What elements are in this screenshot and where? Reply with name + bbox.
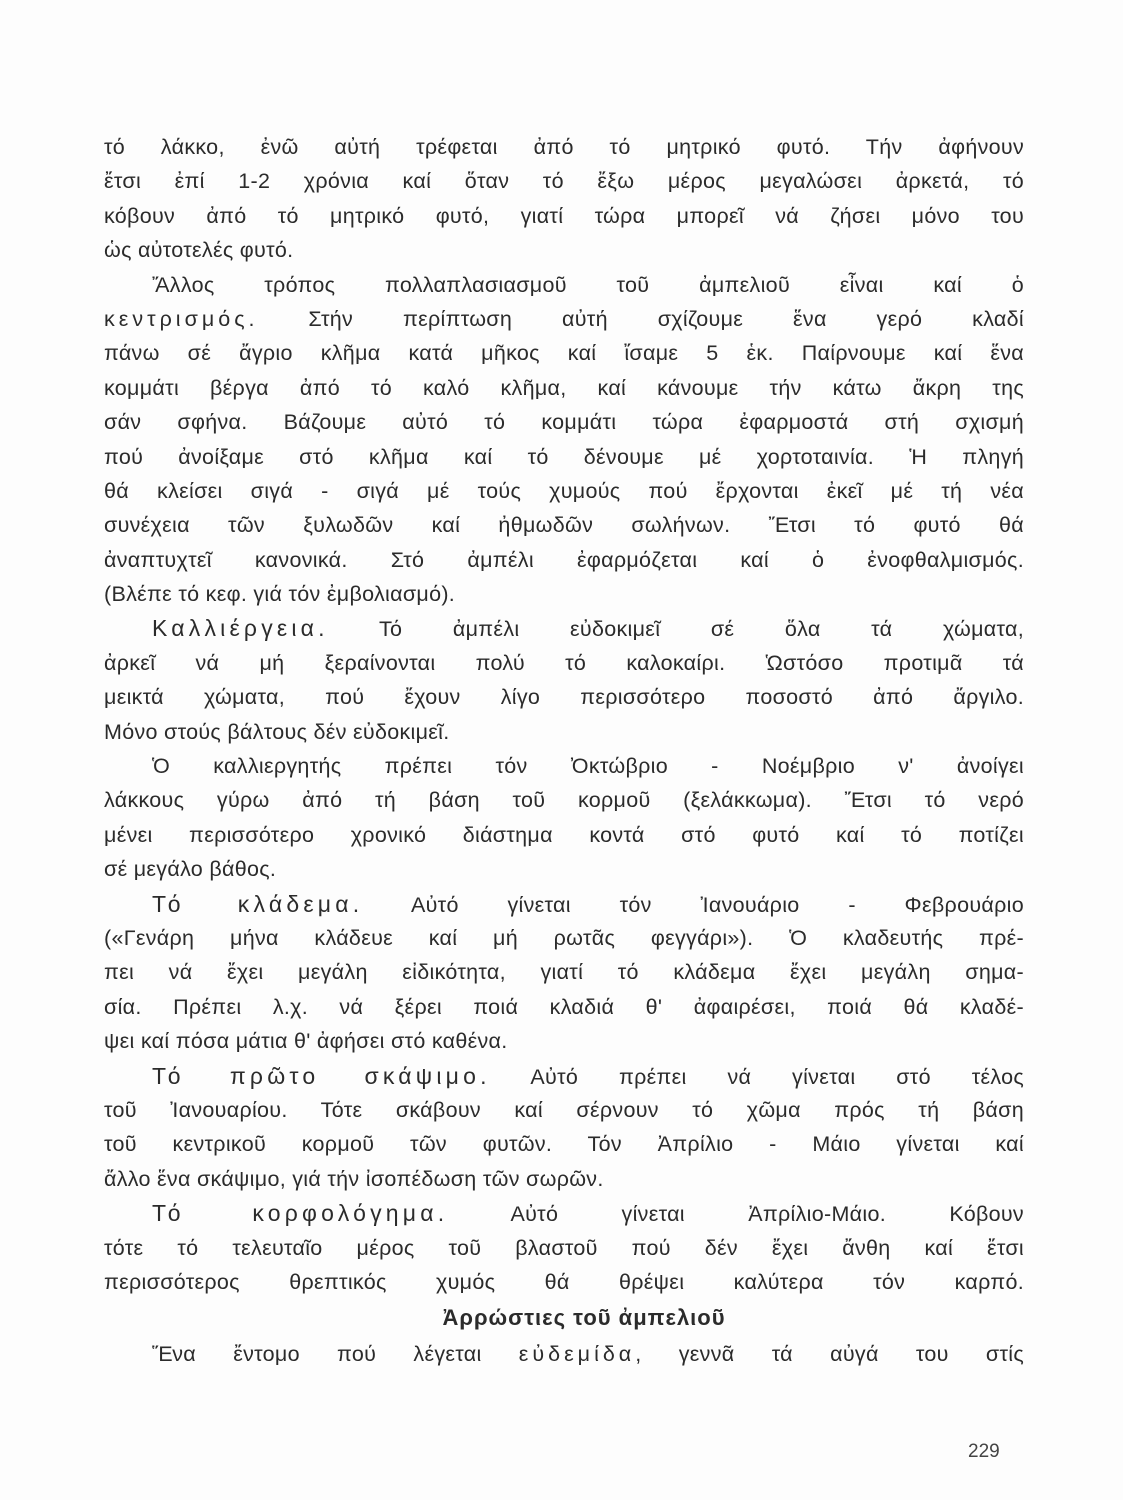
page-number: 229 <box>968 1441 1000 1462</box>
text-line: Ὁ καλλιεργητής πρέπει τόν Ὀκτώβριο - Νοέμβριο ν' ἀνοίγει <box>152 754 1024 779</box>
text-line: (Βλέπε τό κεφ. γιά τόν ἐμβολιασμό). <box>104 582 456 607</box>
text-line <box>104 887 1024 921</box>
text-line: ψει καί πόσα μάτια θ' ἀφήσει στό καθένα. <box>104 1029 508 1054</box>
text-line: σάν σφήνα. Βάζουμε αὐτό τό κομμάτι τώρα ἐφαρμοστά στή σχισμή <box>104 410 1024 435</box>
text-line: τοῦ κεντρικοῦ κορμοῦ τῶν φυτῶν. Τόν Ἀπρίλιο - Μάιο γίνεται καί <box>104 1132 1024 1157</box>
text-line: τότε τό τελευταῖο μέρος τοῦ βλαστοῦ πού δέν ἔχει ἄνθη καί ἔτσι <box>104 1235 1024 1260</box>
text-line: ἔτσι ἐπί 1-2 χρόνια καί ὅταν τό ἔξω μέρος μεγαλώσει ἀρκετά, τό <box>104 169 1024 194</box>
term-skapsimo: Τό πρῶτο σκάψιμο. <box>152 1062 491 1089</box>
text-fragment: Αὐτό γίνεται Ἀπρίλιο-Μάιο. Κόβουν <box>510 1202 1024 1227</box>
text-fragment: Ἕνα ἔντομο πού λέγεται <box>152 1342 482 1367</box>
text-fragment: , γεννᾶ τά αὐγά του στίς <box>635 1342 1024 1367</box>
section-heading: Ἀρρώστιες τοῦ ἀμπελιοῦ <box>442 1305 726 1331</box>
text-line: ἀναπτυχτεῖ κανονικά. Στό ἀμπέλι ἐφαρμόζεται καί ὁ ἐνοφθαλμισμός. <box>104 547 1024 572</box>
term-kalliergeia: Καλλιέργεια. <box>152 615 329 642</box>
body-text <box>104 130 1024 1372</box>
text-line: ἀρκεῖ νά μή ξεραίνονται πολύ τό καλοκαίρι. Ὡστόσο προτιμᾶ τά <box>104 650 1024 675</box>
text-line: σέ μεγάλο βάθος. <box>104 857 277 882</box>
text-fragment: Στήν περίπτωση αὐτή σχίζουμε ἕνα γερό κλαδί <box>308 306 1024 331</box>
text-line: μεικτά χώματα, πού ἔχουν λίγο περισσότερο ποσοστό ἀπό ἄργιλο. <box>104 685 1024 710</box>
text-line: κομμάτι βέργα ἀπό τό καλό κλῆμα, καί κάνουμε τήν κάτω ἄκρη της <box>104 375 1024 400</box>
text-line: Ἄλλος τρόπος πολλαπλασιασμοῦ τοῦ ἀμπελιοῦ εἶναι καί ὁ <box>152 272 1024 297</box>
text-line <box>104 611 1024 645</box>
text-line <box>104 1059 1024 1093</box>
text-line <box>104 1196 1024 1230</box>
text-fragment: Αὐτό πρέπει νά γίνεται στό τέλος <box>530 1064 1025 1089</box>
text-line: σία. Πρέπει λ.χ. νά ξέρει ποιά κλαδιά θ' ἀφαιρέσει, ποιά θά κλαδέ- <box>104 994 1024 1019</box>
term-korfologima: Τό κορφολόγημα. <box>152 1200 449 1227</box>
text-line: μένει περισσότερο χρονικό διάστημα κοντά στό φυτό καί τό ποτίζει <box>104 822 1024 847</box>
text-line: τό λάκκο, ἐνῶ αὐτή τρέφεται ἀπό τό μητρικό φυτό. Τήν ἀφήνουν <box>104 135 1024 159</box>
text-line: ἄλλο ἕνα σκάψιμο, γιά τήν ἰσοπέδωση τῶν σωρῶν. <box>104 1166 604 1191</box>
text-line: πού ἀνοίξαμε στό κλῆμα καί τό δένουμε μέ χορτοταινία. Ἡ πληγή <box>104 444 1024 469</box>
text-line: λάκκους γύρω ἀπό τή βάση τοῦ κορμοῦ (ξελάκκωμα). Ἔτσι τό νερό <box>104 788 1024 813</box>
text-line: Μόνο στούς βάλτους δέν εὐδοκιμεῖ. <box>104 719 450 744</box>
text-fragment: Τό ἀμπέλι εὐδοκιμεῖ σέ ὅλα τά χώματα, <box>378 617 1024 642</box>
text-line: τοῦ Ἰανουαρίου. Τότε σκάβουν καί σέρνουν τό χῶμα πρός τή βάση <box>104 1097 1024 1122</box>
text-fragment: Αὐτό γίνεται τόν Ἰανουάριο - Φεβρουάριο <box>410 892 1024 917</box>
term-kladema: Τό κλάδεμα. <box>152 890 364 917</box>
text-line: («Γενάρη μήνα κλάδευε καί μή ρωτᾶς φεγγάρι»). Ὁ κλαδευτής πρέ- <box>104 925 1024 950</box>
text-line: πάνω σέ ἄγριο κλῆμα κατά μῆκος καί ἴσαμε 5 ἑκ. Παίρνουμε καί ἕνα <box>104 341 1024 366</box>
text-line <box>104 302 1024 336</box>
term-eudemida: εὐδεμίδα <box>518 1342 636 1367</box>
text-line: πει νά ἔχει μεγάλη εἰδικότητα, γιατί τό κλάδεμα ἔχει μεγάλη σημα- <box>104 960 1024 985</box>
text-line: θά κλείσει σιγά - σιγά μέ τούς χυμούς πού ἔρχονται ἐκεῖ μέ τή νέα <box>104 478 1024 503</box>
text-line: περισσότερος θρεπτικός χυμός θά θρέψει καλύτερα τόν καρπό. <box>104 1269 1024 1294</box>
text-line <box>104 1337 1024 1371</box>
text-line: κόβουν ἀπό τό μητρικό φυτό, γιατί τώρα μπορεῖ νά ζήσει μόνο του <box>104 203 1024 228</box>
text-line: συνέχεια τῶν ξυλωδῶν καί ἠθμωδῶν σωλήνων. Ἔτσι τό φυτό θά <box>104 513 1024 538</box>
text-line: ὡς αὐτοτελές φυτό. <box>104 238 294 263</box>
term-kentrismos: κεντρισμός. <box>104 306 259 331</box>
